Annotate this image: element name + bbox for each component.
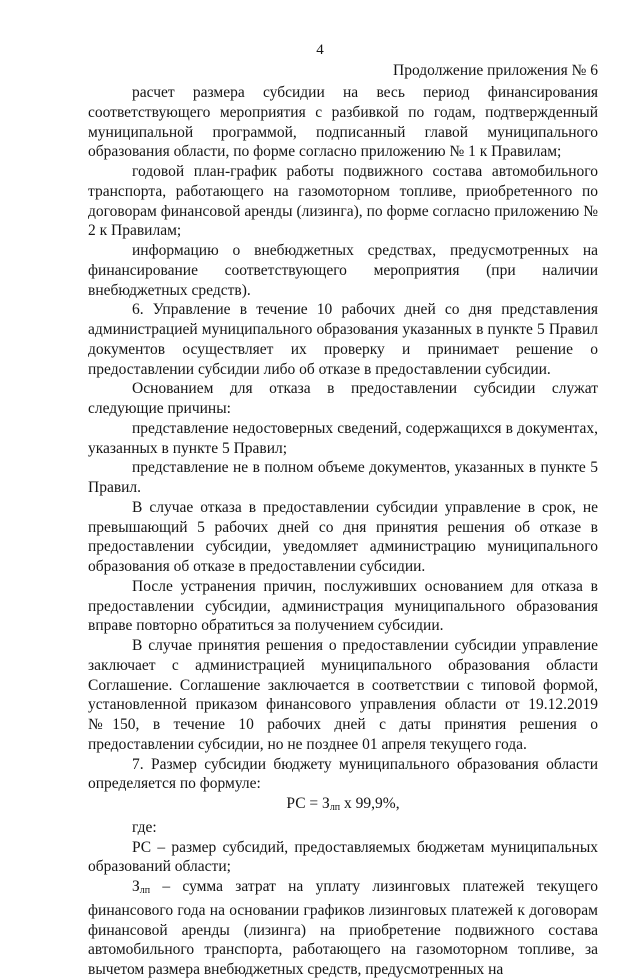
zlp-subscript: лп <box>139 885 151 896</box>
paragraph: 7. Размер субсидии бюджету муниципального образования области определяется по формуле: <box>88 755 598 793</box>
paragraph: В случае отказа в предоставлении субсидии управление в срок, не превышающий 5 рабочих дней со дня принятия решения об отказе в предоставлении субсидии, уведомляет администрацию муниципального образования об отказе в предоставлении субсидии. <box>88 498 598 575</box>
formula <box>88 794 598 818</box>
paragraph: годовой план-график работы подвижного состава автомобильного транспорта, работающего на газомоторном топливе, приобретенного по договорам финансовой аренды (лизинга), по форме согласно приложению № 2 к Правилам; <box>88 163 598 240</box>
formula-lhs: РС = З <box>286 795 330 812</box>
formula-subscript: лп <box>329 802 341 813</box>
paragraph: информацию о внебюджетных средствах, предусмотренных на финансирование соответствующего мероприятия (при наличии внебюджетных средств). <box>88 242 598 299</box>
paragraph: В случае принятия решения о предоставлении субсидии управление заключает с администрацией муниципального образования области Соглашение. Соглашение заключается в соответствии с типовой формой, установленной приказом финансового управления области от 19.12.2019 №150, в течение 10 рабочих дней с даты принятия решения о предоставлении субсидии, но не позднее 01 апреля текущего года. <box>88 637 598 753</box>
paragraph: После устранения причин, послуживших основанием для отказа в предоставлении субсидии, администрация муниципального образования вправе повторно обратиться за получением субсидии. <box>88 577 598 635</box>
definition-zlp <box>88 877 598 980</box>
paragraph: Основанием для отказа в предоставлении субсидии служат следующие причины: <box>88 380 598 417</box>
appendix-label: Продолжение приложения № 6 <box>393 62 598 79</box>
paragraph: 6. Управление в течение 10 рабочих дней со дня представления администрацией муниципального образования указанных в пункте 5 Правил документов осуществляет их проверку и принимает решение о предоставлении субсидии либо об отказе в предоставлении субсидии. <box>88 301 598 378</box>
where-label: где: <box>132 818 157 836</box>
zlp-text: – сумма затрат на уплату лизинговых платежей текущего финансового года на основании графиков лизинговых платежей к договорам финансовой аренды (лизинга) на приобретение подвижного состава автомобильного транспорта, работающего на газомоторном топливе, за вычетом размера внебюджетных средств, предусмотренных на <box>88 878 598 978</box>
formula-rhs: х 99,9%, <box>340 795 400 812</box>
document-body <box>88 83 598 980</box>
page-number: 4 <box>316 42 324 58</box>
zlp-symbol: З <box>132 878 140 895</box>
paragraph: расчет размера субсидии на весь период финансирования соответствующего мероприятия с разбивкой по годам, подтвержденный муниципальной программой, подписанный главой муниципального образования области, по форме согласно приложению № 1 к Правилам; <box>88 84 598 161</box>
definition-rs: РС – размер субсидий, предоставляемых бюджетам муниципальных образований области; <box>88 838 598 876</box>
paragraph: представление не в полном объеме документов, указанных в пункте 5 Правил. <box>88 459 598 496</box>
paragraph: представление недостоверных сведений, содержащихся в документах, указанных в пункте 5 Правил; <box>88 419 598 457</box>
